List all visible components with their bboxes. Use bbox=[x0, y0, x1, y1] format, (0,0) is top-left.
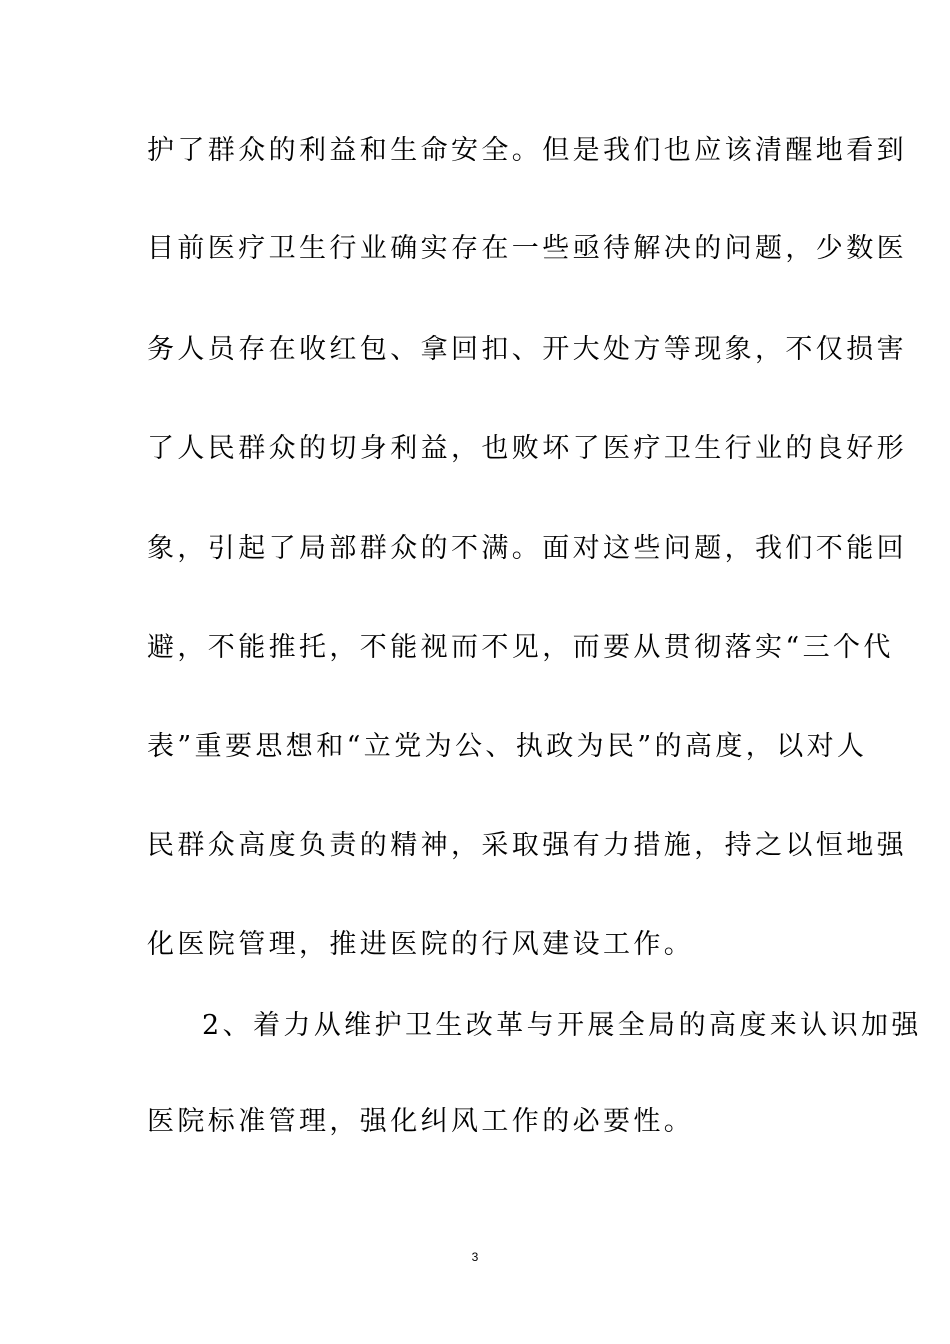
text-line: 了人民群众的切身利益，也败坏了医疗卫生行业的良好形 bbox=[147, 433, 907, 464]
page-number: 3 bbox=[471, 1250, 479, 1264]
text-line: 象，引起了局部群众的不满。面对这些问题，我们不能回 bbox=[147, 533, 907, 564]
text-line: 2、着力从维护卫生改革与开展全局的高度来认识加强 bbox=[202, 1010, 922, 1041]
text-line: 避，不能推托，不能视而不见，而要从贯彻落实“三个代 bbox=[147, 632, 894, 663]
text-line: 民群众高度负责的精神，采取强有力措施，持之以恒地强 bbox=[147, 830, 907, 861]
text-line: 医院标准管理，强化纠风工作的必要性。 bbox=[147, 1106, 695, 1137]
text-line: 化医院管理，推进医院的行风建设工作。 bbox=[147, 929, 695, 960]
text-line: 表”重要思想和“立党为公、执政为民”的高度，以对人 bbox=[147, 731, 868, 762]
text-line: 务人员存在收红包、拿回扣、开大处方等现象，不仅损害 bbox=[147, 334, 907, 365]
text-line: 护了群众的利益和生命安全。但是我们也应该清醒地看到 bbox=[147, 135, 907, 166]
text-line: 目前医疗卫生行业确实存在一些亟待解决的问题，少数医 bbox=[147, 233, 907, 264]
